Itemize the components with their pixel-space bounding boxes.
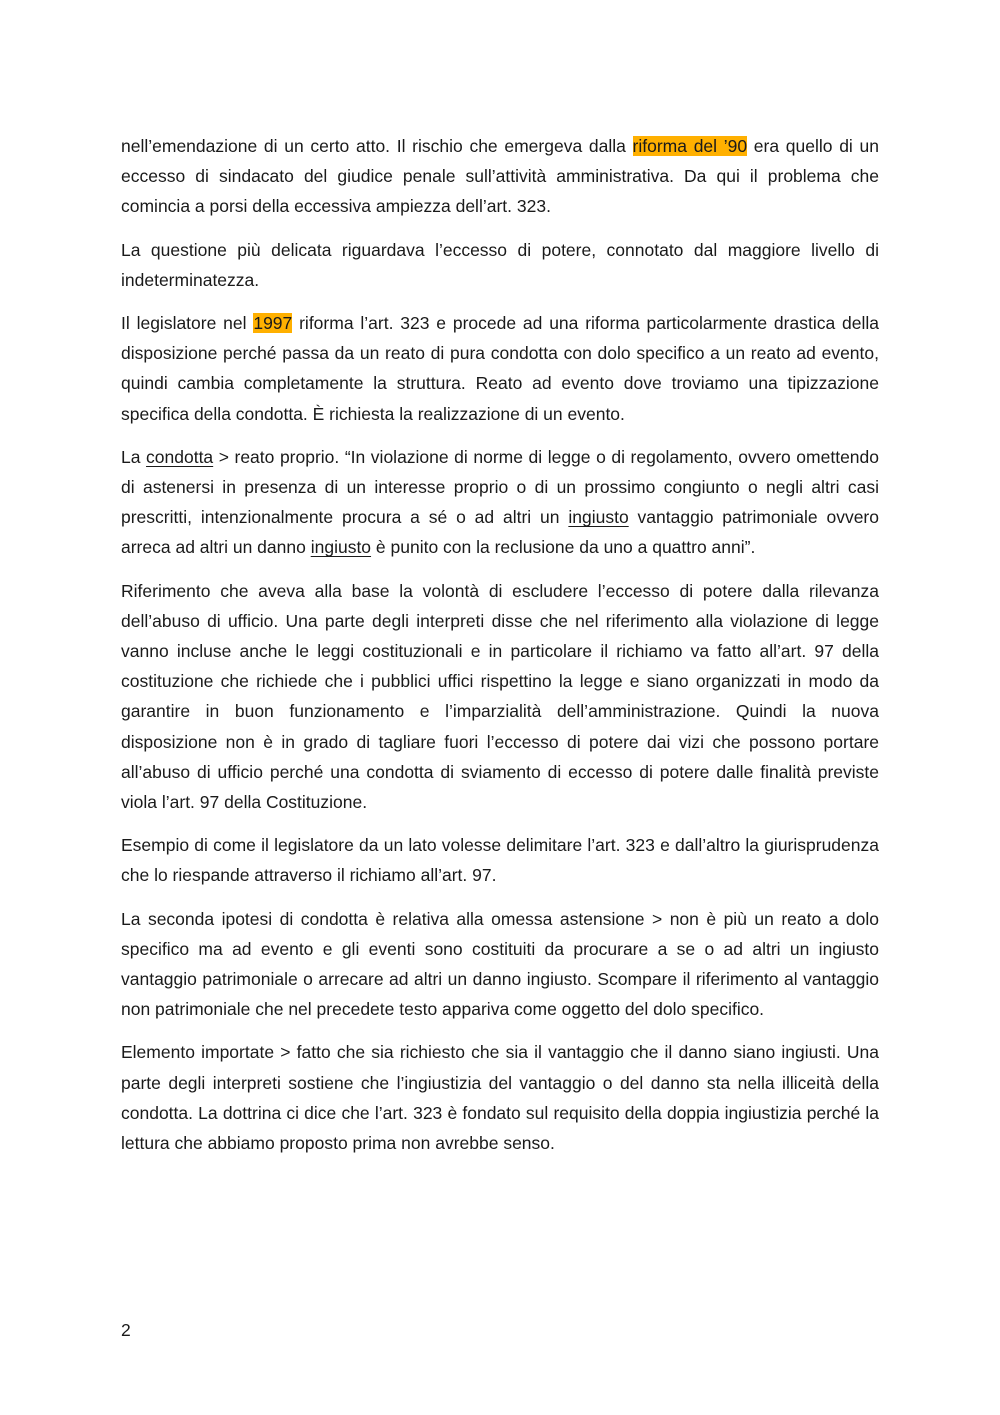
page-body (121, 131, 879, 1171)
paragraph-1-text-b: era quello di un eccesso di sindacato del giudice penale sull’attività amministrativa. Da qui il problema che comincia a porsi della eccessiva ampiezza dell’art. 323. (121, 136, 879, 217)
paragraph-5: Riferimento che aveva alla base la volontà di escludere l’eccesso di potere dalla rilevanza dell’abuso di ufficio. Una parte degli interpreti disse che nel riferimento alla violazione di legge vanno incluse anche le leggi costituzionali e in particolare il richiamo va fatto all’art. 97 della costituzione che richiede che i pubblici uffici rispettino la legge e siano organizzati in modo da garantire in buon funzionamento e l’imparzialità dell’amministrazione. Quindi la nuova disposizione non è in grado di tagliare fuori l’eccesso di potere dai vizi che possono portare all’abuso di ufficio perché una condotta di sviamento di eccesso di potere dalle finalità previste viola l’art. 97 della Costituzione. (121, 580, 879, 813)
underline-condotta: condotta (146, 446, 214, 467)
paragraph-4 (121, 442, 879, 563)
paragraph-3-text-b: riforma l’art. 323 e procede ad una riforma particolarmente drastica della disposizione perché passa da un reato di pura condotta con dolo specifico a un reato ad evento, quindi cambia completamente la struttura. Reato ad evento dove troviamo una tipizzazione specifica della condotta. È richiesta la realizzazione di un evento. (121, 313, 879, 424)
paragraph-8: Elemento importate > fatto che sia richiesto che sia il vantaggio che il danno siano ingiusti. Una parte degli interpreti sostiene che l’ingiustizia del vantaggio o del danno sta nella illiceità della condotta. La dottrina ci dice che l’art. 323 è fondato sul requisito della doppia ingiustizia perché la lettura che abbiamo proposto prima non avrebbe senso. (121, 1042, 879, 1154)
paragraph-4-text-c: vantaggio patrimoniale ovvero arreca ad altri un danno (121, 507, 879, 558)
paragraph-4-text-a: La (121, 446, 147, 467)
paragraph-2: La questione più delicata riguardava l’eccesso di potere, connotato dal maggiore livello di indeterminatezza. (121, 239, 879, 290)
paragraph-6: Esempio di come il legislatore da un lato volesse delimitare l’art. 323 e dall’altro la giurisprudenza che lo riespande attraverso il richiamo all’art. 97. (121, 835, 879, 886)
paragraph-4-text-b: > reato proprio. “In violazione di norme di legge o di regolamento, ovvero omettendo di astenersi in presenza di un interesse proprio o di un prossimo congiunto o negli altri casi prescritti, intenzionalmente procura a sé o ad altri un (121, 446, 880, 528)
paragraph-7: La seconda ipotesi di condotta è relativa alla omessa astensione > non è più un reato a dolo specifico ma ad evento e gli eventi sono costituiti da procurare a se o ad altri un ingiusto vantaggio patrimoniale o arrecare ad altri un danno ingiusto. Scompare il riferimento al vantaggio non patrimoniale che nel precedete testo appariva come oggetto del dolo specifico. (121, 908, 879, 1020)
paragraph-4-text-d: è punito con la reclusione da uno a quattro anni”. (371, 537, 756, 558)
paragraph-3 (121, 308, 879, 429)
underline-ingiusto-2: ingiusto (310, 537, 372, 558)
highlight-riforma-90: riforma del ’90 (632, 136, 748, 156)
highlight-1997: 1997 (253, 313, 293, 334)
paragraph-3-text-a: Il legislatore nel (121, 313, 254, 334)
paragraph-1 (121, 131, 879, 222)
paragraph-1-text-a: nell’emendazione di un certo atto. Il rischio che emergeva dalla (121, 136, 633, 156)
page-number: 2 (121, 1320, 131, 1340)
underline-ingiusto-1: ingiusto (568, 507, 629, 528)
